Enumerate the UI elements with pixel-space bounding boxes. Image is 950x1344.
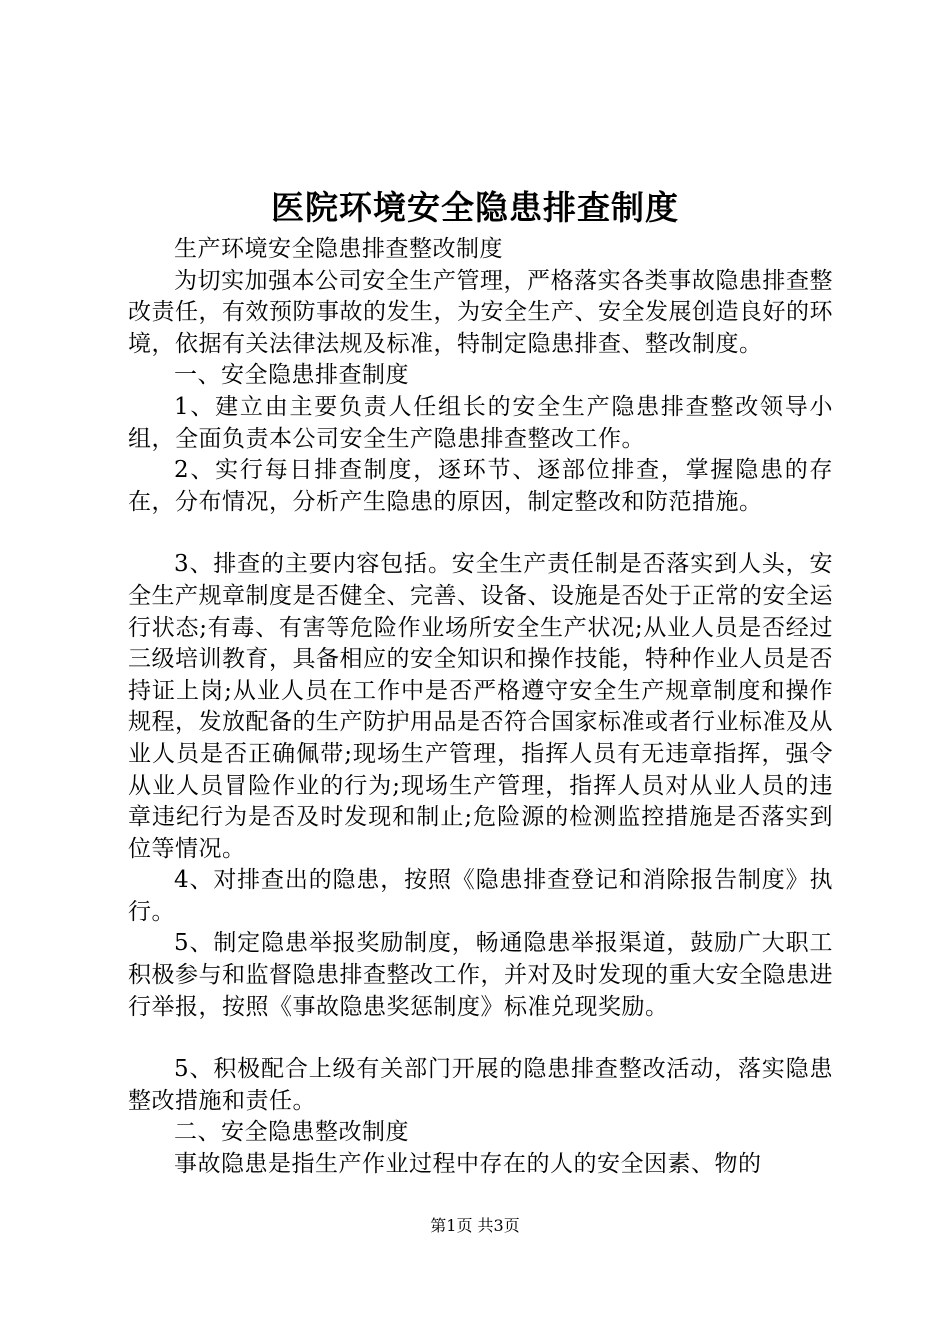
section-heading-inspection: 一、安全隐患排查制度 [174,362,409,389]
item-paragraph: 1、建立由主要负责人任组长的安全生产隐患排查整改领导小组，全面负责本公司安全生产隐患排查整改工作。 [128,393,833,452]
document-title: 医院环境安全隐患排查制度 [271,188,679,227]
item-paragraph: 5、积极配合上级有关部门开展的隐患排查整改活动，落实隐患整改措施和责任。 [128,1056,833,1114]
item-paragraph: 4、对排查出的隐患，按照《隐患排查登记和消除报告制度》执行。 [128,867,833,925]
item-paragraph: 5、制定隐患举报奖励制度，畅通隐患举报渠道，鼓励广大职工积极参与和监督隐患排查整改工作，并对及时发现的重大安全隐患进行举报，按照《事故隐患奖惩制度》标准兑现奖励。 [128,930,833,1020]
item-paragraph: 3、排查的主要内容包括。安全生产责任制是否落实到人头，安全生产规章制度是否健全、完善、设备、设施是否处于正常的安全运行状态;有毒、有害等危险作业场所安全生产状况;从业人员是否经过三级培训教育，具备相应的安全知识和操作技能，特种作业人员是否持证上岗;从业人员在工作中是否严格遵守安全生产规章制度和操作规程，发放配备的生产防护用品是否符合国家标准或者行业标准及从业人员是否正确佩带;现场生产管理，指挥人员有无违章指挥，强令从业人员冒险作业的行为;现场生产管理，指挥人员对从业人员的违章违纪行为是否及时发现和制止;危险源的检测监控措施是否落实到位等情况。 [128,551,833,862]
item-paragraph: 2、实行每日排查制度，逐环节、逐部位排查，掌握隐患的存在，分布情况，分析产生隐患的原因，制定整改和防范措施。 [128,457,833,515]
subtitle-paragraph: 生产环境安全隐患排查整改制度 [174,236,503,262]
page-footer: 第1页 共3页 [430,1216,520,1235]
section-heading-rectification: 二、安全隐患整改制度 [174,1119,409,1146]
intro-paragraph: 为切实加强本公司安全生产管理，严格落实各类事故隐患排查整改责任，有效预防事故的发生，为安全生产、安全发展创造良好的环境，依据有关法律法规及标准，特制定隐患排查、整改制度。 [128,267,833,357]
item-paragraph: 事故隐患是指生产作业过程中存在的人的安全因素、物的 [174,1151,762,1178]
document-body [128,234,833,1181]
